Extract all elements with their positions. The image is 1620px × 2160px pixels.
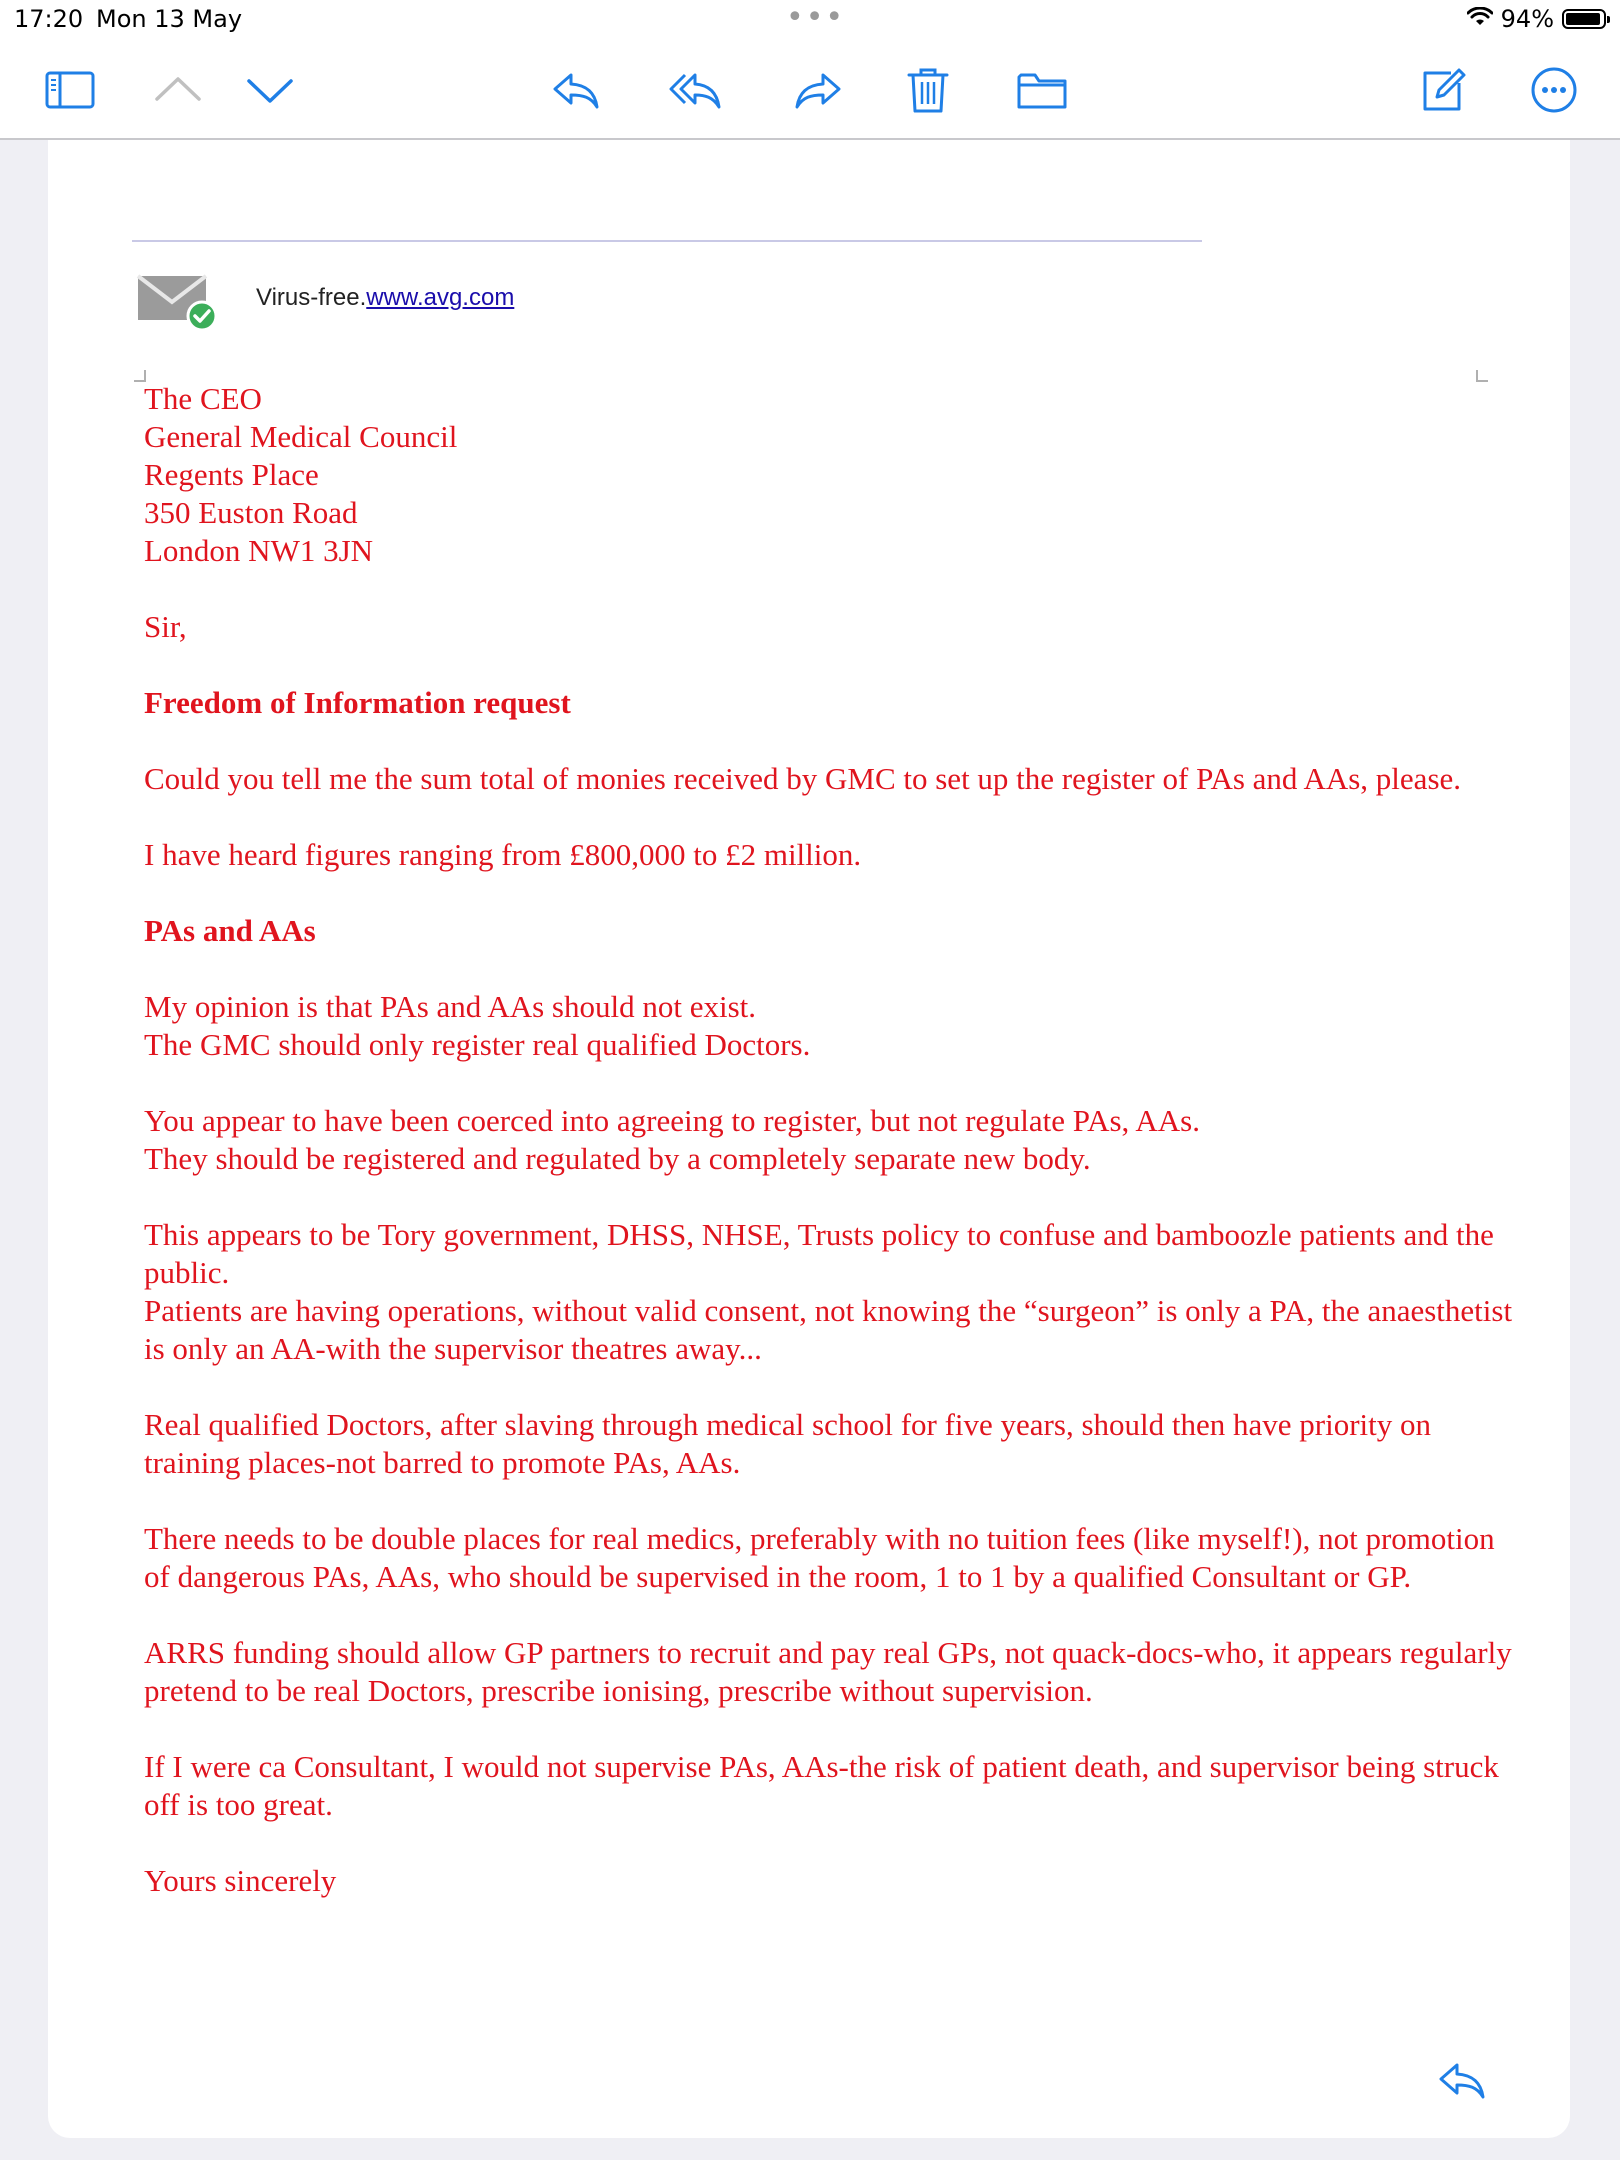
reply-icon (549, 63, 603, 117)
paragraph (144, 760, 1524, 798)
battery-percent: 94% (1500, 5, 1554, 33)
paragraph (144, 1748, 1524, 1824)
more-button[interactable] (1524, 60, 1584, 120)
reply-button[interactable] (546, 60, 606, 120)
signoff: Yours sincerely (144, 1863, 337, 1898)
address-line: The CEO (144, 381, 262, 416)
chevron-up-icon (151, 63, 205, 117)
address-line: Regents Place (144, 457, 319, 492)
paragraph-line: If I were ca Consultant, I would not supervise PAs, AAs-the risk of patient death, and supervisor being struck off is too great. (144, 1749, 1499, 1822)
forward-button[interactable] (788, 60, 848, 120)
virus-free-label: Virus-free. (256, 284, 367, 311)
paragraph-line: Real qualified Doctors, after slaving through medical school for five years, should then have priority on training places-not barred to promote PAs, AAs. (144, 1407, 1431, 1480)
paragraph-line: Could you tell me the sum total of monies received by GMC to set up the register of PAs and AAs, please. (144, 761, 1462, 796)
salutation: Sir, (144, 609, 187, 644)
virus-free-text (256, 284, 514, 312)
reply-all-button[interactable] (666, 60, 726, 120)
address-line: General Medical Council (144, 419, 458, 454)
paragraph (144, 1102, 1524, 1178)
foi-heading: Freedom of Information request (144, 685, 571, 720)
reply-all-icon (669, 63, 723, 117)
paragraph-line: You appear to have been coerced into agreeing to register, but not regulate PAs, AAs. (144, 1103, 1200, 1138)
inline-reply-button[interactable] (1432, 2050, 1492, 2110)
multitasking-dots[interactable]: ••• (786, 0, 846, 35)
sidebar-toggle-icon (43, 63, 97, 117)
chevron-down-icon (243, 63, 297, 117)
signature-divider (132, 240, 1202, 242)
mail-toolbar (0, 40, 1620, 140)
message-body (48, 140, 1570, 2138)
address-line: 350 Euston Road (144, 495, 358, 530)
pas-aas-heading: PAs and AAs (144, 913, 316, 948)
paragraph-line: This appears to be Tory government, DHSS, NHSE, Trusts policy to confuse and bamboozle patients and the public. (144, 1217, 1494, 1290)
compose-button[interactable] (1412, 60, 1472, 120)
status-date: Mon 13 May (96, 5, 243, 33)
paragraph-line: There needs to be double places for real medics, preferably with no tuition fees (like myself!), not promotion of dangerous PAs, AAs, who should be supervised in the room, 1 to 1 by a qualified Consultant or GP. (144, 1521, 1495, 1594)
recipient-address (144, 380, 1524, 570)
compose-icon (1415, 63, 1469, 117)
paragraph-line: They should be registered and regulated by a completely separate new body. (144, 1141, 1091, 1176)
paragraph-line: Patients are having operations, without valid consent, not knowing the “surgeon” is only a PA, the anaesthetist is only an AA-with the supervisor theatres away... (144, 1293, 1513, 1366)
paragraph (144, 988, 1524, 1064)
folder-icon (1015, 63, 1069, 117)
address-line: London NW1 3JN (144, 533, 374, 568)
more-icon (1527, 63, 1581, 117)
letter-body (144, 380, 1524, 1938)
paragraph-line: ARRS funding should allow GP partners to recruit and pay real GPs, not quack-docs-who, it appears regularly pretend to be real Doctors, prescribe ionising, prescribe without supervision. (144, 1635, 1512, 1708)
sidebar-toggle-button[interactable] (40, 60, 100, 120)
move-to-folder-button[interactable] (1012, 60, 1072, 120)
paragraph (144, 1406, 1524, 1482)
paragraph-line: I have heard figures ranging from £800,000 to £2 million. (144, 837, 862, 872)
wifi-icon (1467, 5, 1493, 33)
battery-icon (1562, 9, 1606, 29)
reply-icon (1435, 2053, 1489, 2107)
paragraph (144, 1216, 1524, 1368)
paragraph-line: The GMC should only register real qualified Doctors. (144, 1027, 811, 1062)
status-bar (0, 0, 1620, 40)
envelope-check-icon (136, 270, 220, 332)
delete-button[interactable] (898, 60, 958, 120)
next-message-button[interactable] (240, 60, 300, 120)
trash-icon (901, 63, 955, 117)
status-indicators (1467, 5, 1606, 33)
paragraph (144, 1634, 1524, 1710)
paragraph (144, 1520, 1524, 1596)
forward-icon (791, 63, 845, 117)
paragraph-line: My opinion is that PAs and AAs should not exist. (144, 989, 757, 1024)
avg-link[interactable]: www.avg.com (366, 284, 515, 311)
paragraph (144, 836, 1524, 874)
status-time: 17:20 (14, 5, 84, 33)
previous-message-button[interactable] (148, 60, 208, 120)
